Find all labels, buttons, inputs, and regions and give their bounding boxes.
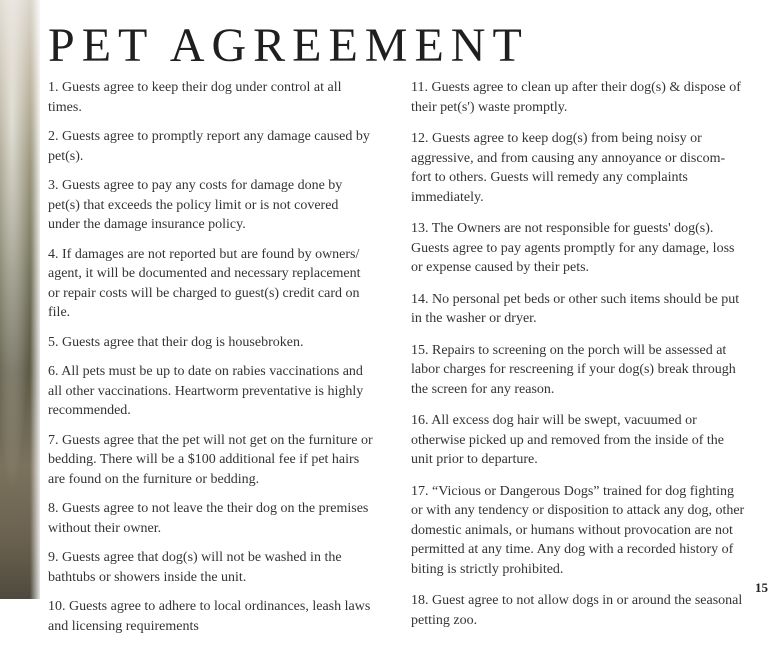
agreement-item: 4. If damages are not reported but are found by owners/ agent, it will be documented and necessary replacement or repair costs will be charged to guest(s) credit card on file. — [48, 246, 361, 320]
agreement-item: 9. Guests agree that dog(s) will not be washed in the bathtubs or showers inside the unit. — [48, 550, 342, 585]
agreement-item: 15. Repairs to screening on the porch will be assessed at labor charges for rescreening if your dog(s) break through the screen for any reason. — [411, 342, 736, 397]
agreement-item: 16. All excess dog hair will be swept, vacuumed or otherwise picked up and removed from the inside of the unit prior to departure. — [411, 413, 724, 467]
agreement-item: 1. Guests agree to keep their dog under control at all times. — [48, 80, 342, 115]
agreement-item: 3. Guests agree to pay any costs for damage done by pet(s) that exceeds the policy limit or is not covered under the damage insurance policy. — [48, 178, 343, 232]
forest-photo-strip — [0, 0, 40, 599]
left-column — [48, 78, 373, 646]
agreement-item: 18. Guest agree to not allow dogs in or around the seasonal petting zoo. — [411, 593, 743, 628]
page-number: 15 — [755, 580, 768, 595]
agreement-item: 14. No personal pet beds or other such items should be put in the washer or dryer. — [411, 291, 740, 326]
page-title: PET AGREEMENT — [48, 19, 529, 72]
agreement-item: 17. “Vicious or Dangerous Dogs” trained for dog fighting or with any tendency or disposition to attack any dog, other domestic animals, or humans without provocation are not permitted at any time. Any dog with a recorded history of biting is strictly prohibited. — [411, 483, 745, 577]
agreement-item: 5. Guests agree that their dog is housebroken. — [48, 334, 304, 350]
agreement-item: 13. The Owners are not responsible for guests' dog(s). Guests agree to pay agents promptly for any damage, loss or expense caused by their pets. — [411, 221, 735, 275]
agreement-item: 12. Guests agree to keep dog(s) from being noisy or aggressive, and from causing any annoyance or discom- fort to others. Guests will remedy any complaints immediately. — [411, 131, 726, 205]
agreement-item: 8. Guests agree to not leave the their dog on the premises without their owner. — [48, 501, 369, 536]
agreement-item: 10. Guests agree to adhere to local ordinances, leash laws and licensing requirements — [48, 599, 371, 634]
agreement-item: 7. Guests agree that the pet will not get on the furniture or bedding. There will be a $100 additional fee if pet hairs are found on the furniture or bedding. — [48, 432, 373, 487]
agreement-item: 6. All pets must be up to date on rabies vaccinations and all other vaccinations. Heartworm preventative is highly recommended. — [48, 364, 364, 418]
agreement-item: 2. Guests agree to promptly report any damage caused by pet(s). — [48, 129, 370, 164]
right-column — [411, 78, 746, 642]
agreement-item: 11. Guests agree to clean up after their dog(s) & dispose of their pet(s') waste promptly. — [411, 80, 741, 115]
